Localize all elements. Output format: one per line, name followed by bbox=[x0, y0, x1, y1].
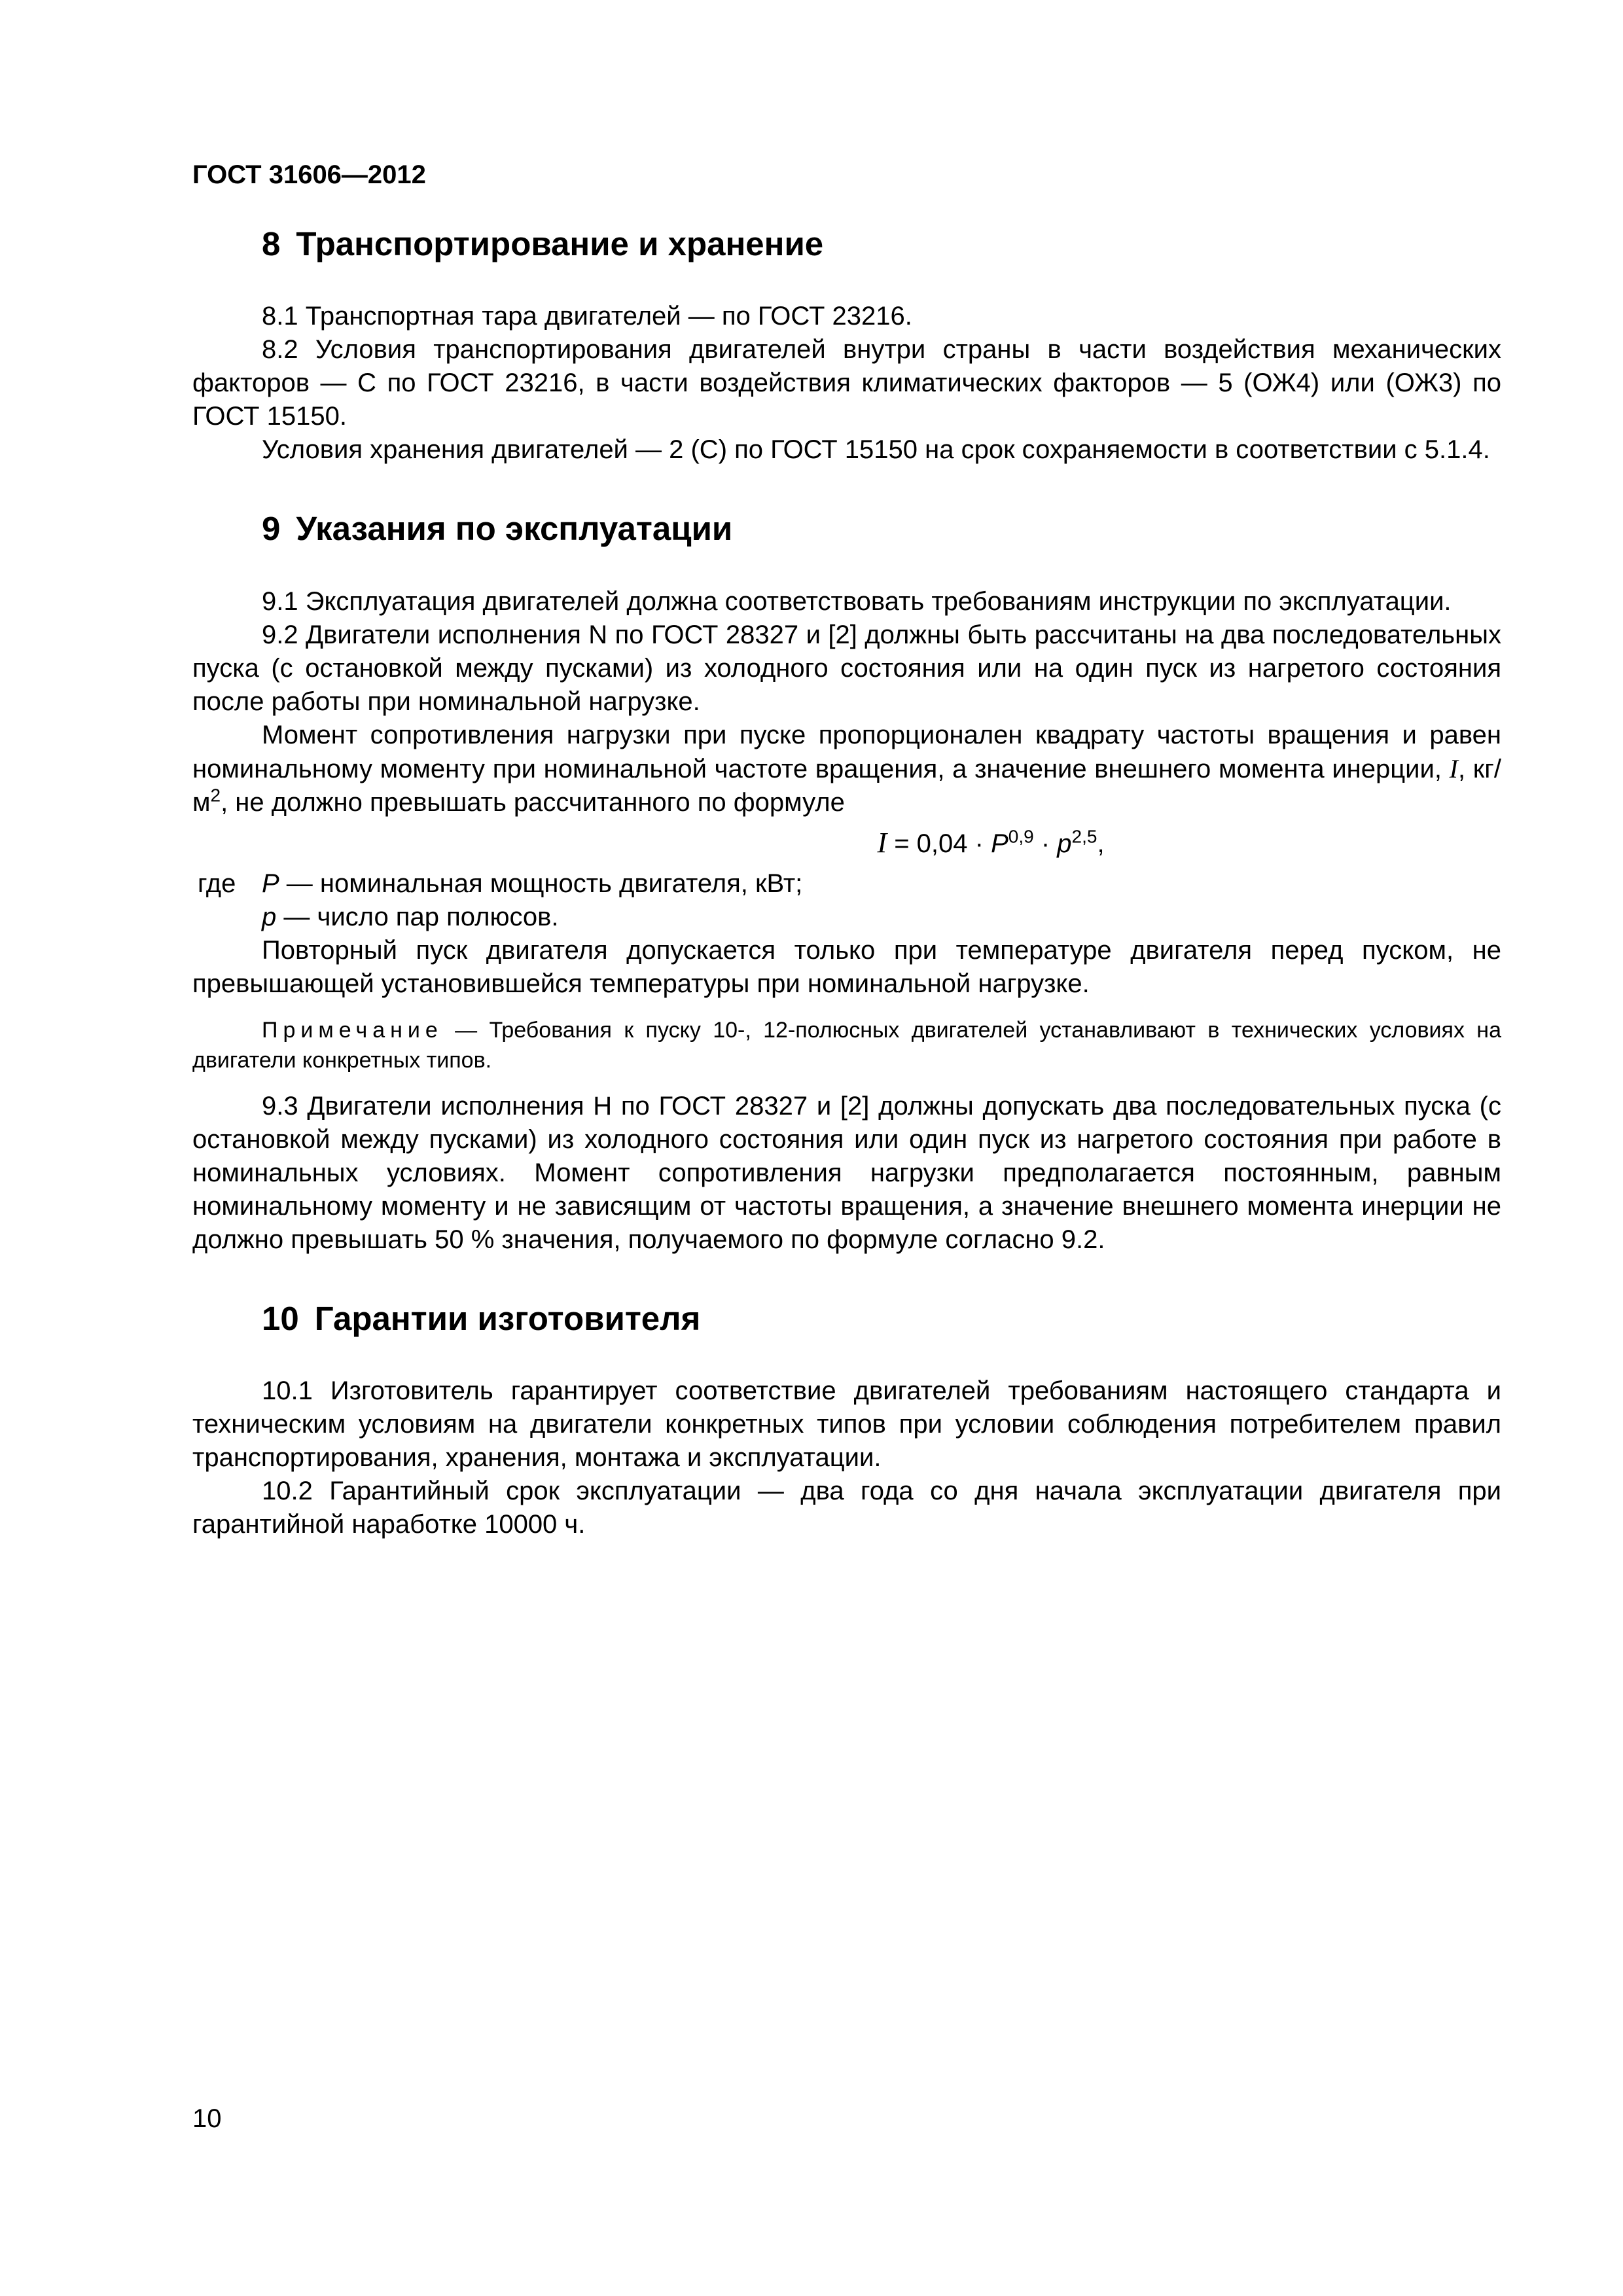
section-number: 10 bbox=[262, 1299, 299, 1337]
paragraph-9-moment: Момент сопротивления нагрузки при пуске пропорционален квадрату частоты вращения и равен номинальному моменту при номинальной частоте вращения, а значение внешнего момента инерции, I, $кг/м^2$, не должно превышать рассчитанного по формуле bbox=[192, 720, 1501, 817]
section-10 bbox=[192, 1297, 1501, 1541]
section-title: Транспортирование и хранение bbox=[296, 225, 824, 262]
section-10-heading bbox=[262, 1297, 1501, 1340]
inertia-symbol: I bbox=[1449, 753, 1458, 783]
section-number: 9 bbox=[262, 510, 281, 548]
inertia-formula: $I = 0,04 \cdot P^{0,9} \cdot p^{2,5}$, bbox=[877, 826, 1105, 859]
formula-legend bbox=[192, 867, 1501, 934]
paragraph-8-1: 8.1 Транспортная тара двигателей — по ГОСТ 23216. bbox=[262, 302, 912, 331]
formula-lhs: I bbox=[877, 826, 887, 859]
note-label: Примечание bbox=[262, 1017, 443, 1043]
paragraph-9-2: 9.2 Двигатели исполнения N по ГОСТ 28327 и [2] должны быть рассчитаны на два последовательных пуска (с остановкой между пусками) из холодного состояния или на один пуск из нагретого состояния после работы при номинальной нагрузке. bbox=[192, 620, 1501, 716]
paragraph-8-2: 8.2 Условия транспортирования двигателей внутри страны в части воздействия механических факторов — С по ГОСТ 23216, в части воздействия климатических факторов — 5 (ОЖ4) или (ОЖ3) по ГОСТ 15150. bbox=[192, 335, 1501, 431]
note-text: — Требования к пуску 10-, 12-полюсных двигателей устанавливают в технических условиях на двигатели конкретных типов. bbox=[192, 1017, 1501, 1073]
section-9 bbox=[192, 507, 1501, 1256]
note bbox=[192, 1015, 1501, 1075]
section-8 bbox=[192, 223, 1501, 467]
paragraph-9-1: 9.1 Эксплуатация двигателей должна соответствовать требованиям инструкции по эксплуатации. bbox=[262, 586, 1452, 616]
section-title: Указания по эксплуатации bbox=[296, 510, 733, 548]
legend-row-poles: p — число пар полюсов. bbox=[262, 902, 559, 931]
paragraph-8-storage: Условия хранения двигателей — 2 (С) по ГОСТ 15150 на срок сохраняемости в соответствии с 5.1.4. bbox=[262, 435, 1490, 465]
section-8-heading bbox=[262, 223, 1501, 266]
section-9-heading bbox=[262, 507, 1501, 550]
paragraph-10-2: 10.2 Гарантийный срок эксплуатации — два года со дня начала эксплуатации двигателя при гарантийной наработке 10000 ч. bbox=[192, 1476, 1501, 1539]
legend-row-power: где P — номинальная мощность двигателя, кВт; bbox=[198, 869, 803, 898]
section-number: 8 bbox=[262, 225, 281, 262]
paragraph-10-1: 10.1 Изготовитель гарантирует соответствие двигателей требованиям настоящего стандарта и техническим условиям на двигатели конкретных типов при условии соблюдения потребителем правил транспортирования, хранения, монтажа и эксплуатации. bbox=[192, 1376, 1501, 1472]
document-code: ГОСТ 31606—2012 bbox=[192, 160, 426, 189]
page-number: 10 bbox=[192, 2104, 222, 2133]
paragraph-9-3: 9.3 Двигатели исполнения Н по ГОСТ 28327 и [2] должны допускать два последовательных пуска (с остановкой между пусками) из холодного состояния или один пуск из нагретого состояния при работе в номинальных условиях. Момент сопротивления нагрузки предполагается постоянным, равным номинальному моменту и не зависящим от частоты вращения, а значение внешнего момента инерции не должно превышать 50 % значения, получаемого по формуле согласно 9.2. bbox=[192, 1091, 1501, 1254]
document-body bbox=[192, 223, 1501, 1582]
paragraph-9-restart: Повторный пуск двигателя допускается только при температуре двигателя перед пуском, не превышающей установившейся температуры при номинальной нагрузке. bbox=[192, 935, 1501, 998]
section-title: Гарантии изготовителя bbox=[314, 1299, 701, 1337]
